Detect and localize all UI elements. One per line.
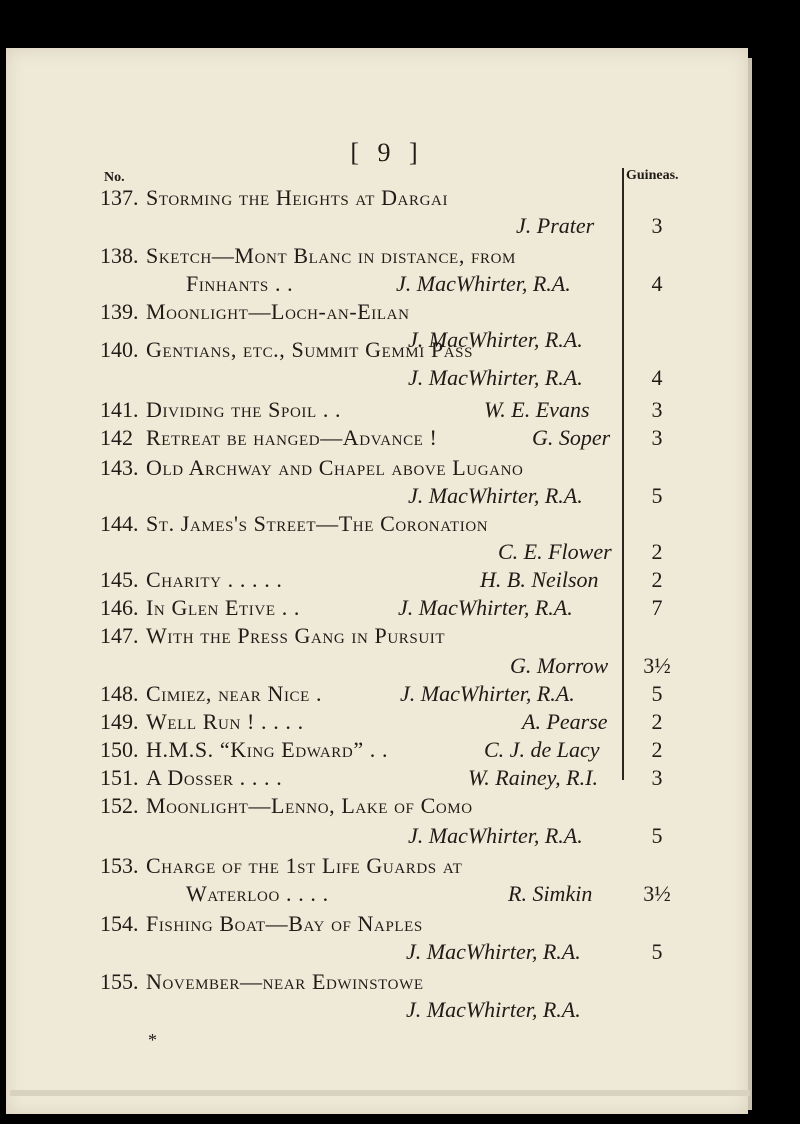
entry-number: 146. xyxy=(100,595,139,620)
entry-number: 142 xyxy=(100,425,133,450)
entry-number: 153. xyxy=(100,853,139,878)
entry-price: 3 xyxy=(651,213,663,238)
catalogue-entry xyxy=(0,736,800,764)
entry-number: 147. xyxy=(100,623,139,648)
entry-number: 152. xyxy=(100,793,139,818)
entry-artist: W. Rainey, R.I. xyxy=(468,765,598,790)
entry-artist: C. E. Flower xyxy=(498,539,612,564)
entry-number: 145. xyxy=(100,567,139,592)
entry-title: Moonlight—Loch-an-Eilan xyxy=(146,299,410,324)
entry-price: 7 xyxy=(651,595,663,620)
entry-title: Sketch—Mont Blanc in distance, from xyxy=(146,243,516,268)
entry-title: Well Run ! . . . . xyxy=(146,709,304,734)
entry-artist: J. Prater xyxy=(516,213,595,238)
entry-price: 5 xyxy=(651,939,663,964)
footer-asterisk: * xyxy=(148,1030,157,1050)
entry-number: 150. xyxy=(100,737,139,762)
entry-title: St. James's Street—The Coronation xyxy=(146,511,489,536)
catalogue-entry xyxy=(0,594,800,622)
entry-price: 2 xyxy=(651,539,663,564)
entry-artist: J. MacWhirter, R.A. xyxy=(400,681,575,706)
entry-price: 5 xyxy=(651,483,663,508)
entry-price: 2 xyxy=(651,709,663,734)
entry-artist: W. E. Evans xyxy=(484,397,590,422)
entry-price: 2 xyxy=(651,737,663,762)
entry-title: Gentians, etc., Summit Gemmi Pass xyxy=(146,337,474,362)
entry-artist: J. MacWhirter, R.A. xyxy=(398,595,573,620)
entry-artist: A. Pearse xyxy=(522,709,608,734)
entry-title: A Dosser . . . . xyxy=(146,765,283,790)
entry-price: 3 xyxy=(651,397,663,422)
entry-artist: J. MacWhirter, R.A. xyxy=(408,483,583,508)
entry-artist: G. Morrow xyxy=(510,653,609,678)
entry-number: 138. xyxy=(100,243,139,268)
entry-number: 143. xyxy=(100,455,139,480)
catalogue-entry xyxy=(0,764,800,792)
catalogue-entry xyxy=(0,396,800,424)
entry-title: With the Press Gang in Pursuit xyxy=(146,623,446,648)
catalogue-entry xyxy=(0,708,800,736)
entry-number: 155. xyxy=(100,969,139,994)
entry-title: Dividing the Spoil . . xyxy=(146,397,342,422)
entry-title: H.M.S. “King Edward” . . xyxy=(146,737,389,762)
entry-number: 137. xyxy=(100,185,139,210)
entry-number: 139. xyxy=(100,299,139,324)
entry-title: Charge of the 1st Life Guards at xyxy=(146,853,463,878)
entry-title: Fishing Boat—Bay of Naples xyxy=(146,911,423,936)
entry-price: 3 xyxy=(651,425,663,450)
entry-title: November—near Edwinstowe xyxy=(146,969,424,994)
entry-price: 3 xyxy=(651,765,663,790)
column-header-guineas: Guineas. xyxy=(626,168,679,183)
entry-number: 148. xyxy=(100,681,139,706)
catalogue-entry xyxy=(0,680,800,708)
entry-artist: G. Soper xyxy=(532,425,611,450)
entry-title: Moonlight—Lenno, Lake of Como xyxy=(146,793,473,818)
entry-artist: H. B. Neilson xyxy=(480,567,599,592)
entry-title: Charity . . . . . xyxy=(146,567,283,592)
entry-artist: J. MacWhirter, R.A. xyxy=(408,327,583,352)
entry-artist: J. MacWhirter, R.A. xyxy=(396,271,571,296)
entry-title: In Glen Etive . . xyxy=(146,595,300,620)
entry-price: 4 xyxy=(651,365,663,390)
entry-price: 3½ xyxy=(643,653,671,678)
entry-price: 2 xyxy=(651,567,663,592)
entry-artist: J. MacWhirter, R.A. xyxy=(408,823,583,848)
entry-number: 149. xyxy=(100,709,139,734)
entry-title: Old Archway and Chapel above Lugano xyxy=(146,455,524,480)
entry-artist: J. MacWhirter, R.A. xyxy=(406,939,581,964)
entry-number: 144. xyxy=(100,511,139,536)
entry-artist: C. J. de Lacy xyxy=(484,737,600,762)
entry-artist: J. MacWhirter, R.A. xyxy=(408,365,583,390)
page-bottom-edge xyxy=(10,1090,750,1096)
entry-number: 154. xyxy=(100,911,139,936)
catalogue-entry xyxy=(0,566,800,594)
entry-price: 4 xyxy=(651,271,663,296)
entry-price: 5 xyxy=(651,681,663,706)
entry-title: Storming the Heights at Dargai xyxy=(146,185,449,210)
column-header-number: No. xyxy=(104,170,125,185)
entry-price: 5 xyxy=(651,823,663,848)
entry-title: Retreat be hanged—Advance ! xyxy=(146,425,438,450)
entry-title: Cimiez, near Nice . xyxy=(146,681,323,706)
entry-price: 3½ xyxy=(643,881,671,906)
catalogue-entry xyxy=(0,424,800,452)
entry-artist: R. Simkin xyxy=(508,881,593,906)
page-number: [ 9 ] xyxy=(350,138,424,167)
entry-number: 140. xyxy=(100,337,139,362)
entry-number: 141. xyxy=(100,397,139,422)
entry-title-continued: Waterloo . . . . xyxy=(186,881,329,906)
entry-title-continued: Finhants . . xyxy=(186,271,294,296)
entry-artist: J. MacWhirter, R.A. xyxy=(406,997,581,1022)
entry-number: 151. xyxy=(100,765,139,790)
